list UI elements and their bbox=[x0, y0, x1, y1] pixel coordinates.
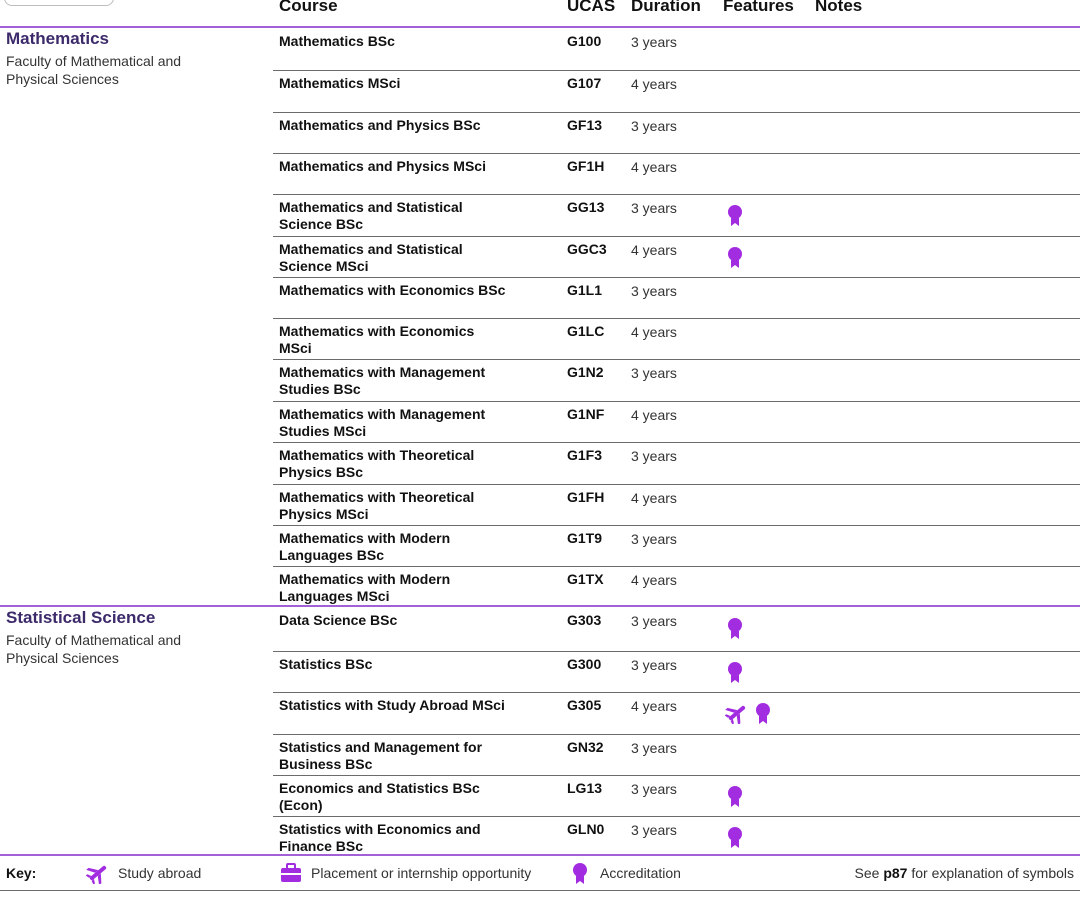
key-accreditation-label: Accreditation bbox=[600, 865, 681, 881]
course-name: Mathematics and Physics MSci bbox=[279, 158, 486, 174]
course-duration: 3 years bbox=[631, 118, 677, 134]
ucas-code: GF13 bbox=[567, 117, 603, 133]
symbols-note-suffix: for explanation of symbols bbox=[907, 865, 1074, 881]
course-row bbox=[273, 817, 1080, 854]
course-duration: 4 years bbox=[631, 407, 677, 423]
header-ucas: UCAS bbox=[567, 0, 616, 15]
course-features bbox=[725, 702, 773, 726]
course-name: Mathematics with Modern Languages BSc bbox=[279, 530, 451, 563]
course-duration: 3 years bbox=[631, 448, 677, 464]
course-name: Statistics and Management for Business BSc bbox=[279, 739, 483, 772]
subject-title: Mathematics bbox=[6, 29, 109, 48]
key-legend bbox=[0, 854, 1080, 891]
course-row bbox=[273, 652, 1080, 693]
subject-title: Statistical Science bbox=[6, 608, 156, 627]
course-name: Mathematics and Physics BSc bbox=[279, 117, 481, 133]
course-name: Mathematics and Statistical Science BSc bbox=[279, 199, 463, 232]
ucas-code: G1LC bbox=[567, 323, 605, 339]
ucas-code: LG13 bbox=[567, 780, 603, 796]
course-name: Mathematics with Theoretical Physics BSc bbox=[279, 447, 475, 480]
course-duration: 3 years bbox=[631, 200, 677, 216]
course-name: Mathematics with Theoretical Physics MSci bbox=[279, 489, 475, 522]
header-course: Course bbox=[279, 0, 338, 15]
ucas-code: G1TX bbox=[567, 571, 604, 587]
course-features bbox=[725, 661, 745, 685]
course-name: Mathematics and Statistical Science MSci bbox=[279, 241, 463, 274]
course-row bbox=[273, 443, 1080, 485]
course-row bbox=[273, 402, 1080, 443]
course-duration: 4 years bbox=[631, 242, 677, 258]
course-row bbox=[273, 693, 1080, 735]
key-study-abroad-label: Study abroad bbox=[118, 865, 202, 881]
header-features: Features bbox=[723, 0, 794, 15]
ucas-code: G1F3 bbox=[567, 447, 603, 463]
course-features bbox=[725, 617, 745, 641]
course-name: Statistics with Study Abroad MSci bbox=[279, 697, 505, 713]
course-row bbox=[273, 319, 1080, 360]
course-duration: 4 years bbox=[631, 490, 677, 506]
course-name: Economics and Statistics BSc (Econ) bbox=[279, 780, 480, 813]
course-name: Mathematics with Modern Languages MSci bbox=[279, 571, 451, 604]
course-name: Statistics BSc bbox=[279, 656, 373, 672]
symbols-note-page: p87 bbox=[883, 865, 908, 881]
course-duration: 4 years bbox=[631, 698, 677, 714]
course-row bbox=[273, 195, 1080, 237]
course-name: Data Science BSc bbox=[279, 612, 398, 628]
course-duration: 3 years bbox=[631, 365, 677, 381]
ucas-code: GF1H bbox=[567, 158, 605, 174]
header-duration: Duration bbox=[631, 0, 701, 15]
key-label: Key: bbox=[6, 865, 37, 881]
accreditation-icon bbox=[725, 246, 745, 270]
accreditation-icon bbox=[725, 204, 745, 228]
course-row bbox=[273, 71, 1080, 113]
accreditation-icon bbox=[570, 862, 590, 886]
accreditation-icon bbox=[725, 785, 745, 809]
course-name: Mathematics with Management Studies BSc bbox=[279, 364, 486, 397]
key-placement-label: Placement or internship opportunity bbox=[311, 865, 532, 881]
course-row bbox=[273, 608, 1080, 652]
ucas-code: G303 bbox=[567, 612, 602, 628]
section-divider bbox=[0, 26, 1080, 28]
course-duration: 3 years bbox=[631, 531, 677, 547]
course-duration: 4 years bbox=[631, 159, 677, 175]
course-row bbox=[273, 485, 1080, 526]
course-row bbox=[273, 237, 1080, 278]
faculty-name: Faculty of Mathematical and Physical Sciences bbox=[6, 632, 182, 666]
ucas-code: G1N2 bbox=[567, 364, 604, 380]
ucas-code: G1L1 bbox=[567, 282, 603, 298]
course-row bbox=[273, 360, 1080, 402]
course-row bbox=[273, 278, 1080, 319]
course-duration: 3 years bbox=[631, 781, 677, 797]
ucas-code: G107 bbox=[567, 75, 602, 91]
course-name: Mathematics with Management Studies MSci bbox=[279, 406, 486, 439]
course-duration: 4 years bbox=[631, 572, 677, 588]
course-name: Mathematics with Economics MSci bbox=[279, 323, 475, 356]
ucas-code: GN32 bbox=[567, 739, 604, 755]
course-duration: 3 years bbox=[631, 34, 677, 50]
ucas-code: GG13 bbox=[567, 199, 605, 215]
table-header bbox=[0, 0, 1080, 28]
ucas-code: G1FH bbox=[567, 489, 605, 505]
symbols-note bbox=[855, 865, 1074, 881]
ucas-code: G305 bbox=[567, 697, 602, 713]
accreditation-icon bbox=[753, 702, 773, 726]
ucas-code: GLN0 bbox=[567, 821, 605, 837]
course-name: Mathematics MSci bbox=[279, 75, 401, 91]
course-row bbox=[273, 29, 1080, 71]
course-duration: 3 years bbox=[631, 822, 677, 838]
page-tab-outline bbox=[4, 0, 114, 6]
course-duration: 3 years bbox=[631, 657, 677, 673]
ucas-code: G300 bbox=[567, 656, 602, 672]
course-row bbox=[273, 776, 1080, 817]
course-features bbox=[725, 246, 745, 270]
course-duration: 4 years bbox=[631, 76, 677, 92]
course-row bbox=[273, 526, 1080, 567]
course-features bbox=[725, 785, 745, 809]
course-duration: 4 years bbox=[631, 324, 677, 340]
study-abroad-icon bbox=[725, 702, 749, 724]
course-duration: 3 years bbox=[631, 740, 677, 756]
course-name: Mathematics BSc bbox=[279, 33, 395, 49]
course-duration: 3 years bbox=[631, 283, 677, 299]
study-abroad-icon bbox=[86, 862, 110, 884]
course-features bbox=[725, 826, 745, 850]
briefcase-icon bbox=[280, 862, 302, 884]
course-row bbox=[273, 154, 1080, 195]
course-name: Statistics with Economics and Finance BSc bbox=[279, 821, 481, 854]
symbols-note-prefix: See bbox=[854, 865, 884, 881]
section-divider bbox=[0, 605, 1080, 607]
course-features bbox=[725, 204, 745, 228]
accreditation-icon bbox=[725, 661, 745, 685]
ucas-code: G100 bbox=[567, 33, 602, 49]
accreditation-icon bbox=[725, 617, 745, 641]
course-duration: 3 years bbox=[631, 613, 677, 629]
course-row bbox=[273, 735, 1080, 776]
course-row bbox=[273, 567, 1080, 605]
ucas-code: G1NF bbox=[567, 406, 605, 422]
header-notes: Notes bbox=[815, 0, 863, 15]
ucas-code: G1T9 bbox=[567, 530, 603, 546]
accreditation-icon bbox=[725, 826, 745, 850]
course-row bbox=[273, 113, 1080, 154]
course-name: Mathematics with Economics BSc bbox=[279, 282, 506, 298]
ucas-code: GGC3 bbox=[567, 241, 607, 257]
faculty-name: Faculty of Mathematical and Physical Sciences bbox=[6, 53, 182, 87]
